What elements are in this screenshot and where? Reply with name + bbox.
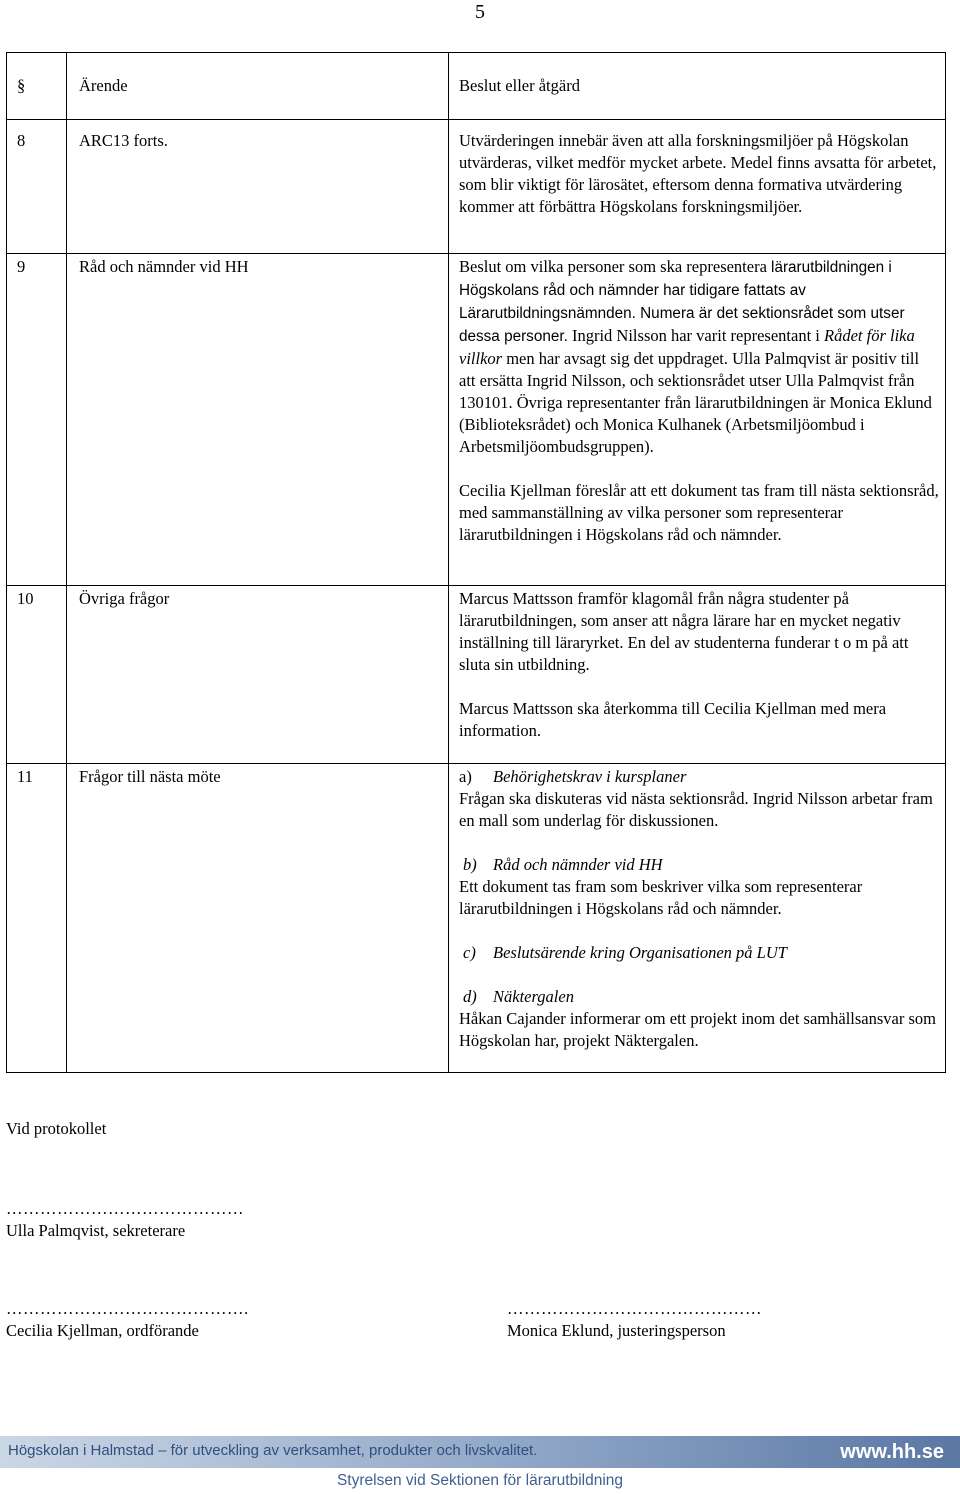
decision-text: Beslut om vilka personer som ska representera: [459, 257, 767, 276]
signature-secretary: Ulla Palmqvist, sekreterare: [6, 1221, 186, 1240]
table-row: [7, 254, 946, 586]
council-name: Rådet för lika villkor: [459, 326, 915, 368]
table-row: [7, 586, 946, 764]
section-symbol: §: [17, 76, 26, 95]
decision-paragraph: Utvärderingen innebär även att alla forskningsmiljöer på Högskolan utvärderas, vilket medför mycket arbete. Medel finns avsatta för arbetet, som blir viktigt för lärosätet, eftersom denna formativa utvärdering kommer att förbättra Högskolans forskningsmiljöer.: [459, 131, 937, 216]
table-row: [7, 764, 946, 1073]
signature-line-secretary: ……………………………………: [6, 1199, 244, 1218]
agenda-item-heading: [459, 986, 939, 1008]
signature-adjuster: Monica Eklund, justeringsperson: [507, 1321, 726, 1340]
decision-paragraph: Marcus Mattsson ska återkomma till Cecilia Kjellman med mera information.: [459, 699, 887, 740]
row-decision: [449, 764, 946, 1073]
row-topic: Övriga frågor: [67, 586, 449, 764]
agenda-item-text: Frågan ska diskuteras vid nästa sektionsråd. Ingrid Nilsson arbetar fram en mall som underlag för diskussionen.: [459, 789, 933, 830]
agenda-item-letter: b): [463, 855, 477, 874]
agenda-item-letter: a): [459, 767, 472, 786]
table-header-row: [7, 53, 946, 120]
header-topic-cell: [67, 53, 449, 120]
agenda-item-heading: [459, 766, 939, 788]
row-decision: [449, 120, 946, 254]
decision-text-sans: lärarutbildningen i Högskolans råd och nämnder har tidigare fattats av Lärarutbildningsnämnden. Numera är det sektionsrådet som utser dessa personer.: [459, 259, 905, 345]
footer-slogan: Högskolan i Halmstad – för utveckling av verksamhet, produkter och livskvalitet.: [8, 1442, 538, 1459]
header-topic: Ärende: [79, 76, 128, 95]
row-number: 8: [7, 120, 67, 254]
agenda-item-title: Behörighetskrav i kursplaner: [493, 767, 687, 786]
decision-text: Ingrid Nilsson har varit representant i: [567, 326, 824, 345]
row-decision: [449, 586, 946, 764]
row-number: 9: [7, 254, 67, 586]
agenda-item-letter: d): [463, 987, 477, 1006]
header-decision: Beslut eller åtgärd: [459, 76, 580, 95]
agenda-item-title: Näktergalen: [493, 987, 574, 1006]
agenda-item-title: Råd och nämnder vid HH: [493, 855, 663, 874]
footer-url: www.hh.se: [840, 1441, 944, 1463]
signature-line-adjuster: ………………………………………: [507, 1299, 762, 1318]
row-decision: [449, 254, 946, 586]
row-topic: Frågor till nästa möte: [67, 764, 449, 1073]
agenda-item-title: Beslutsärende kring Organisationen på LUT: [493, 943, 787, 962]
decision-paragraph: [459, 256, 939, 458]
table-row: [7, 120, 946, 254]
row-number: 11: [7, 764, 67, 1073]
decision-paragraph: Marcus Mattsson framför klagomål från några studenter på lärarutbildningen, som anser att några lärare har en mycket negativ inställning till läraryrket. En del av studenterna funderar t o m på att sluta sin utbildning.: [459, 589, 909, 674]
signature-chair: Cecilia Kjellman, ordförande: [6, 1321, 199, 1340]
agenda-item-heading: [459, 942, 939, 964]
signature-intro: Vid protokollet: [6, 1119, 107, 1138]
row-topic: Råd och nämnder vid HH: [67, 254, 449, 586]
agenda-item-letter: c): [463, 943, 476, 962]
agenda-item-text: Håkan Cajander informerar om ett projekt inom det samhällsansvar som Högskolan har, projekt Näktergalen.: [459, 1009, 936, 1050]
decision-paragraph: Cecilia Kjellman föreslår att ett dokument tas fram till nästa sektionsråd, med sammanställning av vilka personer som representerar lärarutbildningen i Högskolans råd och nämnder.: [459, 481, 939, 544]
decision-text: men har avsagt sig det uppdraget. Ulla Palmqvist är positiv till att ersätta Ingrid Nilsson, och sektionsrådet utser Ulla Palmqvist från 130101. Övriga representanter från lärarutbildningen är Monica Eklund (Biblioteksrådet) och Monica Kulhanek (Arbetsmiljöombud i Arbetsmiljöombudsgruppen).: [459, 349, 932, 456]
row-number: 10: [7, 586, 67, 764]
header-section-cell: [7, 53, 67, 120]
footer-board-name: Styrelsen vid Sektionen för lärarutbildning: [336, 1472, 624, 1489]
row-topic: ARC13 forts.: [67, 120, 449, 254]
agenda-item-text: Ett dokument tas fram som beskriver vilka som representerar lärarutbildningen i Högskolans råd och nämnder.: [459, 877, 863, 918]
header-decision-cell: [449, 53, 946, 120]
signature-line-chair: …………………………………….: [6, 1299, 249, 1318]
agenda-item-heading: [459, 854, 939, 876]
page-number: 5: [475, 1, 485, 23]
minutes-table: [6, 52, 946, 1073]
